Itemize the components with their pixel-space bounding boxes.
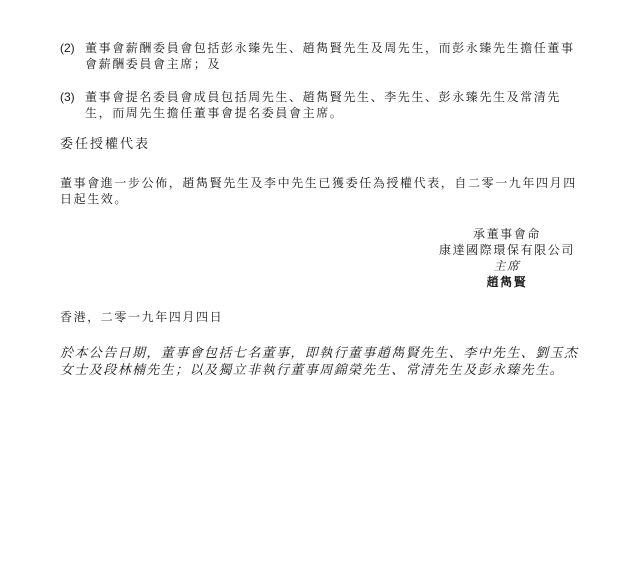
list-item-number: (2) xyxy=(60,41,75,55)
list-item-text: 董事會薪酬委員會包括彭永臻先生、趙雋賢先生及周先生，而彭永臻先生擔任董事會薪酬委員會主席；及 xyxy=(85,41,575,71)
signature-name: 趙雋賢 xyxy=(486,275,528,289)
signature-company: 康達國際環保有限公司 xyxy=(438,243,575,257)
signature-title: 主席 xyxy=(493,259,521,273)
list-item-number: (3) xyxy=(60,90,75,104)
signature-block xyxy=(439,226,575,290)
list-item-text: 董事會提名委員會成員包括周先生、趙雋賢先生、李先生、彭永臻先生及常清先生，而周先生擔任董事會提名委員會主席。 xyxy=(85,90,562,120)
section-paragraph: 董事會進一步公佈，趙雋賢先生及李中先生已獲委任為授權代表，自二零一九年四月四日起生效。 xyxy=(60,176,577,206)
section-heading: 委任授權代表 xyxy=(60,137,151,152)
date-line: 香港，二零一九年四月四日 xyxy=(60,310,224,324)
board-composition-note: 於本公告日期，董事會包括七名董事，即執行董事趙雋賢先生、李中先生、劉玉杰女士及段林楠先生；以及獨立非執行董事周錦榮先生、常清先生及彭永臻先生。 xyxy=(60,346,579,378)
signature-by-order: 承董事會命 xyxy=(472,227,541,241)
